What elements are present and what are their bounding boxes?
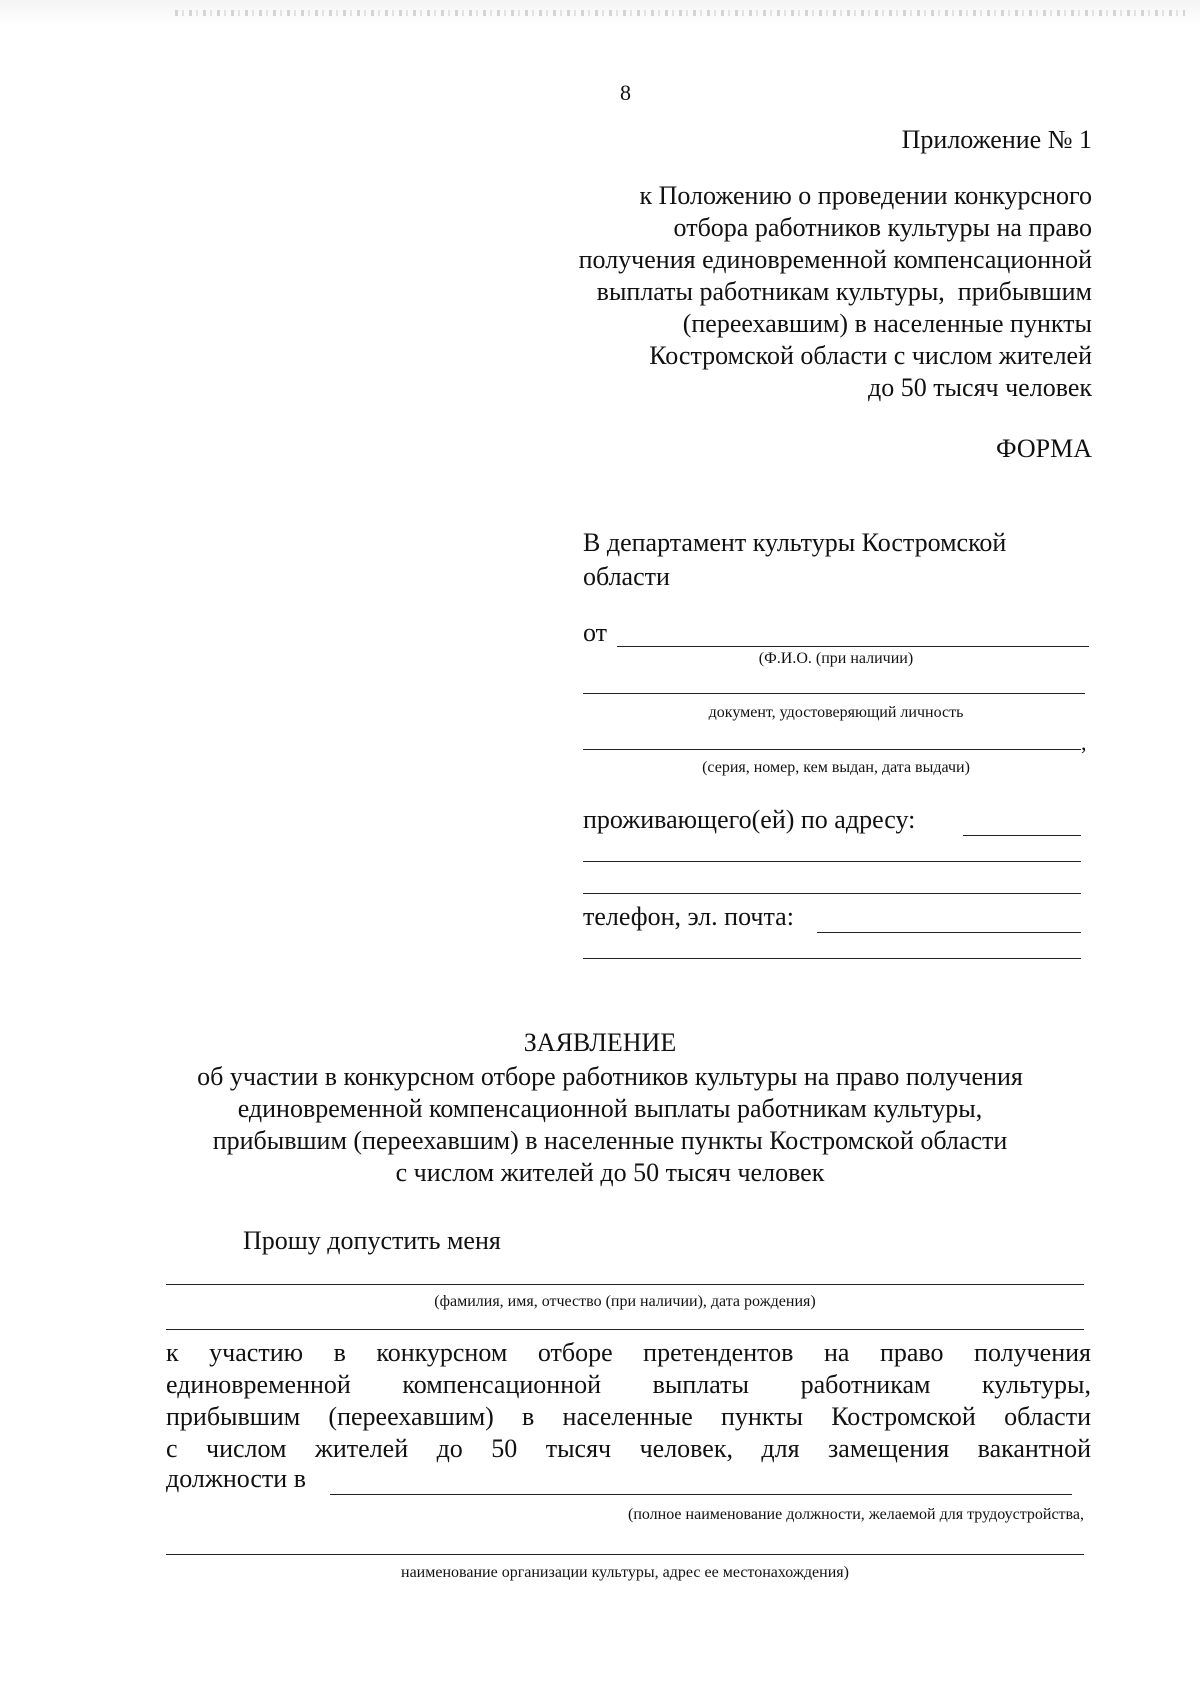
appendix-title: Приложение № 1 [901, 125, 1092, 154]
appendix-description-line: (переехавшим) в населенные пункты [682, 309, 1092, 338]
statement-subtitle-line: с числом жителей до 50 тысяч человек [395, 1158, 825, 1187]
statement-subtitle-line: прибывшим (переехавшим) в населенные пункты Костромской области [212, 1126, 1008, 1155]
organization-caption: наименование организации культуры, адрес ее местонахождения) [401, 1564, 849, 1581]
appendix-description-line: выплаты работникам культуры, прибывшим [596, 277, 1092, 306]
statement-body-line: с числом жителей до 50 тысяч человек, для замещения вакантной [166, 1434, 1091, 1463]
statement-subtitle-line: единовременной компенсационной выплаты работникам культуры, [237, 1094, 983, 1123]
fio-field[interactable] [617, 646, 1089, 647]
contacts-field-line2[interactable] [583, 958, 1081, 959]
contacts-label: телефон, эл. почта: [583, 902, 794, 931]
addressee-line: области [583, 562, 670, 591]
appendix-description-line: Костромской области с числом жителей [649, 341, 1092, 370]
address-field-line2[interactable] [583, 861, 1081, 862]
scan-edge-artifact [0, 0, 1200, 26]
address-field[interactable] [963, 835, 1081, 836]
applicant-name-caption: (фамилия, имя, отчество (при наличии), дата рождения) [434, 1293, 816, 1310]
addressee-line: В департамент культуры Костромской [583, 528, 1007, 557]
applicant-name-field[interactable] [166, 1284, 1084, 1285]
statement-body [166, 1337, 1091, 1465]
id-details-caption: (серия, номер, кем выдан, дата выдачи) [702, 759, 970, 776]
fio-caption: (Ф.И.О. (при наличии) [758, 650, 914, 667]
id-document-field[interactable] [583, 693, 1085, 694]
statement-subtitle [150, 1061, 1070, 1189]
contacts-field[interactable] [817, 932, 1081, 933]
from-label: от [583, 618, 608, 647]
address-row [583, 805, 1089, 845]
id-details-field[interactable] [583, 749, 1081, 750]
id-document-caption: документ, удостоверяющий личность [708, 704, 964, 721]
appendix-description [492, 180, 1092, 404]
id-details-comma: , [1081, 730, 1087, 755]
addressee-block [583, 526, 1063, 594]
appendix-description-line: к Положению о проведении конкурсного [639, 181, 1092, 210]
position-field[interactable] [330, 1494, 1072, 1495]
address-label: проживающего(ей) по адресу: [583, 805, 916, 834]
appendix-description-line: получения единовременной компенсационной [578, 245, 1092, 274]
position-caption: (полное наименование должности, желаемой для трудоустройства, [628, 1506, 1084, 1523]
appendix-description-line: до 50 тысяч человек [867, 373, 1092, 402]
position-label: должности в [166, 1464, 306, 1493]
page-number: 8 [620, 80, 631, 105]
request-text: Прошу допустить меня [243, 1226, 501, 1255]
address-field-line3[interactable] [583, 893, 1081, 894]
statement-body-line: к участию в конкурсном отборе претендентов на право получения [166, 1338, 1091, 1367]
appendix-description-line: отбора работников культуры на право [673, 213, 1092, 242]
statement-body-line: прибывшим (переехавшим) в населенные пункты Костромской области [166, 1402, 1091, 1431]
statement-body-line: единовременной компенсационной выплаты работникам культуры, [166, 1370, 1091, 1399]
contacts-row [583, 902, 1089, 942]
form-label: ФОРМА [996, 434, 1092, 463]
organization-field[interactable] [166, 1554, 1084, 1555]
statement-subtitle-line: об участии в конкурсном отборе работников культуры на право получения [197, 1062, 1023, 1091]
statement-title: ЗАЯВЛЕНИЕ [523, 1028, 677, 1057]
applicant-name-field-line2[interactable] [166, 1329, 1084, 1330]
position-row [166, 1464, 1084, 1504]
